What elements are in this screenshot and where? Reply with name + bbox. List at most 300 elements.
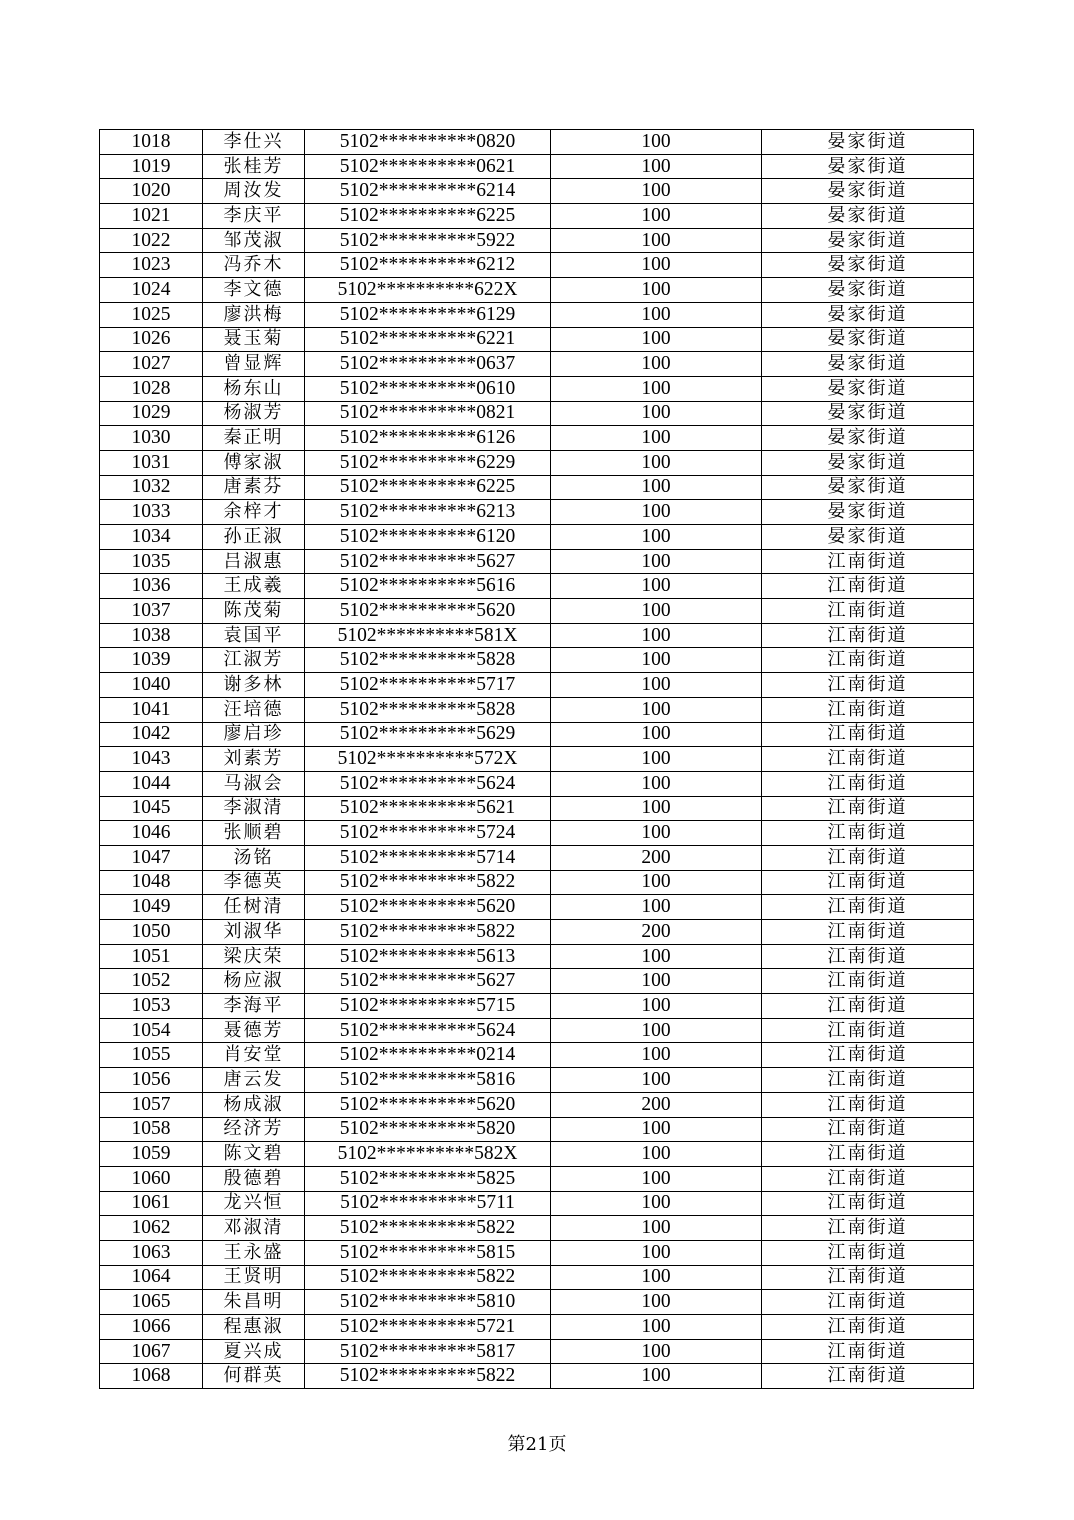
name-cell: 殷德碧 [203,1166,305,1191]
street-cell: 晏家街道 [762,278,974,303]
name-cell: 王贤明 [203,1265,305,1290]
street-cell: 江南街道 [762,1191,974,1216]
street-cell: 江南街道 [762,1265,974,1290]
name-cell: 曾显辉 [203,352,305,377]
table-row [100,352,974,377]
table-row [100,327,974,352]
amount-cell: 100 [551,253,762,278]
amount-cell: 100 [551,1240,762,1265]
id-number-cell: 5102**********0621 [305,154,551,179]
id-number-cell: 5102**********5624 [305,1018,551,1043]
name-cell: 余梓才 [203,500,305,525]
table-row [100,969,974,994]
name-cell: 唐素芬 [203,475,305,500]
serial-number-cell: 1023 [100,253,203,278]
street-cell: 江南街道 [762,895,974,920]
amount-cell: 100 [551,500,762,525]
table-row [100,920,974,945]
serial-number-cell: 1066 [100,1315,203,1340]
amount-cell: 100 [551,623,762,648]
street-cell: 江南街道 [762,648,974,673]
serial-number-cell: 1039 [100,648,203,673]
name-cell: 李淑清 [203,796,305,821]
serial-number-cell: 1050 [100,920,203,945]
amount-cell: 100 [551,525,762,550]
serial-number-cell: 1041 [100,697,203,722]
table-row [100,549,974,574]
serial-number-cell: 1057 [100,1092,203,1117]
table-row [100,1166,974,1191]
table-row [100,401,974,426]
table-row [100,228,974,253]
name-cell: 张顺碧 [203,821,305,846]
name-cell: 王成羲 [203,574,305,599]
amount-cell: 200 [551,920,762,945]
id-number-cell: 5102**********5815 [305,1240,551,1265]
serial-number-cell: 1043 [100,747,203,772]
id-number-cell: 5102**********5828 [305,697,551,722]
name-cell: 李文德 [203,278,305,303]
street-cell: 晏家街道 [762,426,974,451]
id-number-cell: 5102**********5627 [305,969,551,994]
id-number-cell: 5102**********6212 [305,253,551,278]
id-number-cell: 5102**********5822 [305,920,551,945]
serial-number-cell: 1028 [100,376,203,401]
name-cell: 杨成淑 [203,1092,305,1117]
id-number-cell: 5102**********6225 [305,475,551,500]
street-cell: 晏家街道 [762,450,974,475]
id-number-cell: 5102**********5721 [305,1315,551,1340]
street-cell: 江南街道 [762,623,974,648]
street-cell: 江南街道 [762,574,974,599]
amount-cell: 100 [551,796,762,821]
serial-number-cell: 1022 [100,228,203,253]
table-row [100,648,974,673]
id-number-cell: 5102**********5922 [305,228,551,253]
table-row [100,302,974,327]
id-number-cell: 5102**********5822 [305,1364,551,1389]
id-number-cell: 5102**********582X [305,1142,551,1167]
serial-number-cell: 1018 [100,130,203,155]
table-row [100,1117,974,1142]
table-row [100,1092,974,1117]
name-cell: 汤铭 [203,845,305,870]
serial-number-cell: 1032 [100,475,203,500]
id-number-cell: 5102**********5616 [305,574,551,599]
table-row [100,1364,974,1389]
name-cell: 任树清 [203,895,305,920]
amount-cell: 100 [551,179,762,204]
amount-cell: 100 [551,722,762,747]
amount-cell: 100 [551,1265,762,1290]
amount-cell: 100 [551,895,762,920]
street-cell: 江南街道 [762,1315,974,1340]
serial-number-cell: 1059 [100,1142,203,1167]
name-cell: 经济芳 [203,1117,305,1142]
id-number-cell: 5102**********5822 [305,1216,551,1241]
id-number-cell: 5102**********6129 [305,302,551,327]
id-number-cell: 5102**********0821 [305,401,551,426]
data-table [99,129,974,1389]
table-row [100,747,974,772]
name-cell: 袁国平 [203,623,305,648]
street-cell: 江南街道 [762,697,974,722]
amount-cell: 100 [551,1339,762,1364]
table-row [100,623,974,648]
amount-cell: 100 [551,278,762,303]
id-number-cell: 5102**********6225 [305,204,551,229]
serial-number-cell: 1061 [100,1191,203,1216]
name-cell: 陈茂菊 [203,599,305,624]
id-number-cell: 5102**********5624 [305,771,551,796]
name-cell: 廖洪梅 [203,302,305,327]
name-cell: 李仕兴 [203,130,305,155]
serial-number-cell: 1060 [100,1166,203,1191]
name-cell: 谢多林 [203,673,305,698]
table-row [100,1191,974,1216]
serial-number-cell: 1021 [100,204,203,229]
name-cell: 杨东山 [203,376,305,401]
serial-number-cell: 1035 [100,549,203,574]
id-number-cell: 5102**********5822 [305,1265,551,1290]
street-cell: 江南街道 [762,845,974,870]
street-cell: 晏家街道 [762,376,974,401]
serial-number-cell: 1064 [100,1265,203,1290]
name-cell: 秦正明 [203,426,305,451]
amount-cell: 100 [551,673,762,698]
table-row [100,574,974,599]
serial-number-cell: 1029 [100,401,203,426]
serial-number-cell: 1030 [100,426,203,451]
table-row [100,673,974,698]
table-row [100,450,974,475]
name-cell: 廖启珍 [203,722,305,747]
amount-cell: 100 [551,1166,762,1191]
name-cell: 刘素芳 [203,747,305,772]
id-number-cell: 5102**********5810 [305,1290,551,1315]
amount-cell: 100 [551,747,762,772]
serial-number-cell: 1063 [100,1240,203,1265]
table-row [100,1142,974,1167]
name-cell: 程惠淑 [203,1315,305,1340]
amount-cell: 100 [551,870,762,895]
street-cell: 江南街道 [762,1216,974,1241]
name-cell: 邓淑清 [203,1216,305,1241]
amount-cell: 100 [551,1018,762,1043]
serial-number-cell: 1038 [100,623,203,648]
table-row [100,204,974,229]
id-number-cell: 5102**********5629 [305,722,551,747]
id-number-cell: 5102**********5621 [305,796,551,821]
name-cell: 何群英 [203,1364,305,1389]
street-cell: 江南街道 [762,1092,974,1117]
table-row [100,697,974,722]
table-row [100,599,974,624]
name-cell: 陈文碧 [203,1142,305,1167]
name-cell: 肖安堂 [203,1043,305,1068]
amount-cell: 100 [551,376,762,401]
street-cell: 江南街道 [762,1043,974,1068]
serial-number-cell: 1062 [100,1216,203,1241]
id-number-cell: 5102**********622X [305,278,551,303]
street-cell: 江南街道 [762,994,974,1019]
street-cell: 江南街道 [762,821,974,846]
amount-cell: 100 [551,944,762,969]
serial-number-cell: 1049 [100,895,203,920]
table-body [100,130,974,1389]
amount-cell: 100 [551,1216,762,1241]
name-cell: 孙正淑 [203,525,305,550]
id-number-cell: 5102**********5711 [305,1191,551,1216]
table-row [100,994,974,1019]
amount-cell: 100 [551,697,762,722]
id-number-cell: 5102**********581X [305,623,551,648]
table-row [100,376,974,401]
name-cell: 杨应淑 [203,969,305,994]
serial-number-cell: 1042 [100,722,203,747]
id-number-cell: 5102**********5822 [305,870,551,895]
name-cell: 杨淑芳 [203,401,305,426]
street-cell: 晏家街道 [762,154,974,179]
name-cell: 夏兴成 [203,1339,305,1364]
id-number-cell: 5102**********5825 [305,1166,551,1191]
table-row [100,1290,974,1315]
page-number: 第21页 [507,1434,567,1455]
street-cell: 江南街道 [762,549,974,574]
id-number-cell: 5102**********6214 [305,179,551,204]
amount-cell: 100 [551,1043,762,1068]
id-number-cell: 5102**********5715 [305,994,551,1019]
table-row [100,944,974,969]
serial-number-cell: 1048 [100,870,203,895]
table-row [100,426,974,451]
table-row [100,278,974,303]
street-cell: 江南街道 [762,1364,974,1389]
table-row [100,870,974,895]
id-number-cell: 5102**********5627 [305,549,551,574]
street-cell: 晏家街道 [762,525,974,550]
name-cell: 李庆平 [203,204,305,229]
amount-cell: 200 [551,845,762,870]
name-cell: 冯乔木 [203,253,305,278]
street-cell: 江南街道 [762,969,974,994]
id-number-cell: 5102**********0214 [305,1043,551,1068]
table-row [100,1339,974,1364]
serial-number-cell: 1037 [100,599,203,624]
table-row [100,500,974,525]
amount-cell: 100 [551,1364,762,1389]
street-cell: 江南街道 [762,944,974,969]
table-row [100,1018,974,1043]
serial-number-cell: 1024 [100,278,203,303]
name-cell: 汪培德 [203,697,305,722]
amount-cell: 100 [551,401,762,426]
id-number-cell: 5102**********5714 [305,845,551,870]
amount-cell: 100 [551,130,762,155]
name-cell: 聂德芳 [203,1018,305,1043]
street-cell: 江南街道 [762,1018,974,1043]
serial-number-cell: 1047 [100,845,203,870]
serial-number-cell: 1044 [100,771,203,796]
serial-number-cell: 1053 [100,994,203,1019]
street-cell: 江南街道 [762,1142,974,1167]
id-number-cell: 5102**********5817 [305,1339,551,1364]
name-cell: 张桂芳 [203,154,305,179]
id-number-cell: 5102**********5820 [305,1117,551,1142]
street-cell: 晏家街道 [762,352,974,377]
name-cell: 唐云发 [203,1068,305,1093]
amount-cell: 100 [551,994,762,1019]
street-cell: 晏家街道 [762,401,974,426]
id-number-cell: 5102**********0610 [305,376,551,401]
table-row [100,1240,974,1265]
serial-number-cell: 1056 [100,1068,203,1093]
serial-number-cell: 1025 [100,302,203,327]
street-cell: 晏家街道 [762,228,974,253]
id-number-cell: 5102**********5717 [305,673,551,698]
id-number-cell: 5102**********6221 [305,327,551,352]
table-row [100,154,974,179]
street-cell: 江南街道 [762,1117,974,1142]
name-cell: 朱昌明 [203,1290,305,1315]
table-row [100,253,974,278]
serial-number-cell: 1027 [100,352,203,377]
street-cell: 晏家街道 [762,204,974,229]
table-row [100,130,974,155]
serial-number-cell: 1068 [100,1364,203,1389]
id-number-cell: 5102**********5620 [305,1092,551,1117]
serial-number-cell: 1052 [100,969,203,994]
amount-cell: 100 [551,771,762,796]
street-cell: 江南街道 [762,1339,974,1364]
table-row [100,525,974,550]
amount-cell: 100 [551,821,762,846]
id-number-cell: 5102**********5828 [305,648,551,673]
street-cell: 晏家街道 [762,500,974,525]
id-number-cell: 5102**********5816 [305,1068,551,1093]
amount-cell: 100 [551,154,762,179]
amount-cell: 100 [551,1068,762,1093]
name-cell: 王永盛 [203,1240,305,1265]
serial-number-cell: 1026 [100,327,203,352]
table-row [100,821,974,846]
table-row [100,1216,974,1241]
id-number-cell: 5102**********6229 [305,450,551,475]
street-cell: 晏家街道 [762,475,974,500]
serial-number-cell: 1045 [100,796,203,821]
amount-cell: 100 [551,228,762,253]
amount-cell: 100 [551,599,762,624]
serial-number-cell: 1036 [100,574,203,599]
street-cell: 江南街道 [762,1166,974,1191]
serial-number-cell: 1051 [100,944,203,969]
street-cell: 江南街道 [762,1068,974,1093]
street-cell: 江南街道 [762,771,974,796]
amount-cell: 100 [551,204,762,229]
amount-cell: 100 [551,426,762,451]
id-number-cell: 5102**********6120 [305,525,551,550]
table-row [100,796,974,821]
amount-cell: 100 [551,549,762,574]
amount-cell: 100 [551,352,762,377]
name-cell: 邹茂淑 [203,228,305,253]
amount-cell: 100 [551,1290,762,1315]
table-row [100,475,974,500]
name-cell: 马淑会 [203,771,305,796]
name-cell: 龙兴恒 [203,1191,305,1216]
serial-number-cell: 1054 [100,1018,203,1043]
street-cell: 江南街道 [762,673,974,698]
name-cell: 李德英 [203,870,305,895]
street-cell: 晏家街道 [762,302,974,327]
serial-number-cell: 1065 [100,1290,203,1315]
amount-cell: 100 [551,475,762,500]
street-cell: 江南街道 [762,1240,974,1265]
serial-number-cell: 1033 [100,500,203,525]
amount-cell: 100 [551,1315,762,1340]
street-cell: 晏家街道 [762,179,974,204]
street-cell: 江南街道 [762,1290,974,1315]
amount-cell: 100 [551,1191,762,1216]
table-row [100,845,974,870]
amount-cell: 100 [551,969,762,994]
street-cell: 晏家街道 [762,130,974,155]
serial-number-cell: 1067 [100,1339,203,1364]
id-number-cell: 5102**********0820 [305,130,551,155]
serial-number-cell: 1055 [100,1043,203,1068]
id-number-cell: 5102**********572X [305,747,551,772]
serial-number-cell: 1040 [100,673,203,698]
amount-cell: 200 [551,1092,762,1117]
id-number-cell: 5102**********6213 [305,500,551,525]
street-cell: 晏家街道 [762,327,974,352]
amount-cell: 100 [551,574,762,599]
name-cell: 梁庆荣 [203,944,305,969]
name-cell: 傅家淑 [203,450,305,475]
id-number-cell: 5102**********5724 [305,821,551,846]
table-row [100,1043,974,1068]
name-cell: 刘淑华 [203,920,305,945]
table-row [100,1265,974,1290]
street-cell: 江南街道 [762,747,974,772]
id-number-cell: 5102**********0637 [305,352,551,377]
table-row [100,771,974,796]
amount-cell: 100 [551,1117,762,1142]
serial-number-cell: 1020 [100,179,203,204]
street-cell: 江南街道 [762,722,974,747]
street-cell: 江南街道 [762,870,974,895]
id-number-cell: 5102**********6126 [305,426,551,451]
amount-cell: 100 [551,648,762,673]
table-row [100,895,974,920]
name-cell: 李海平 [203,994,305,1019]
table-row [100,722,974,747]
amount-cell: 100 [551,1142,762,1167]
street-cell: 江南街道 [762,920,974,945]
table-row [100,1068,974,1093]
name-cell: 聂玉菊 [203,327,305,352]
id-number-cell: 5102**********5613 [305,944,551,969]
street-cell: 江南街道 [762,599,974,624]
table-row [100,1315,974,1340]
id-number-cell: 5102**********5620 [305,599,551,624]
amount-cell: 100 [551,302,762,327]
name-cell: 江淑芳 [203,648,305,673]
amount-cell: 100 [551,327,762,352]
id-number-cell: 5102**********5620 [305,895,551,920]
serial-number-cell: 1034 [100,525,203,550]
street-cell: 晏家街道 [762,253,974,278]
